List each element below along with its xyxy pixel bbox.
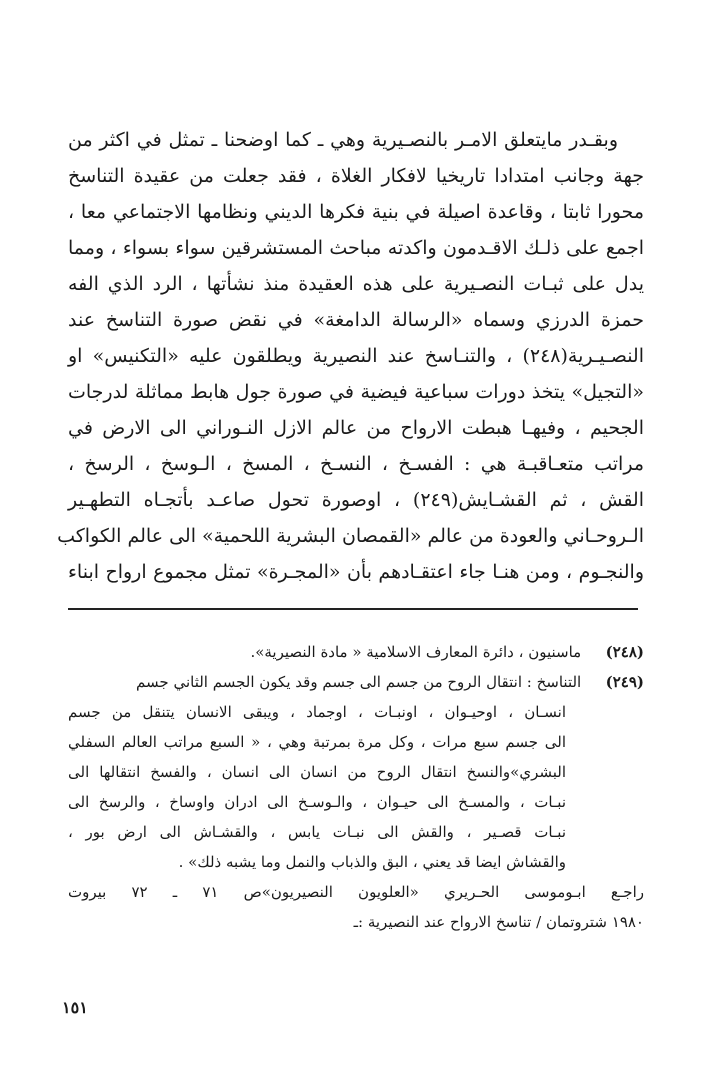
- footnote-text: نبـات قصـير ، والقش الى نبـات يابس ، والقشـاش الى ارض بور ،: [68, 823, 566, 841]
- footnote-text: ماسنيون ، دائرة المعارف الاسلامية « مادة النصيرية».: [250, 643, 582, 661]
- body-line: محورا ثابتا ، وقاعدة اصيلة في بنية فكرها الديني ونظامها الاجتماعي معا ،: [68, 201, 644, 223]
- body-line: الجحيم ، وفيهـا هبطت الارواح من عالم الازل النـوراني الى الارض في: [68, 417, 644, 439]
- reference-line: راجـع ابـوموسى الحـريري «العلويون النصيريون»ص ٧١ ـ ٧٢ بيروت: [68, 883, 644, 901]
- body-line: والنجـوم ، ومن هنـا جاء اعتقـادهم بأن «المجـرة» تمثل مجموع ارواح ابناء: [68, 561, 644, 583]
- footnote-text: البشري»والنسخ انتقال الروح من انسان الى انسان ، والفسخ انتقالها الى: [68, 763, 566, 781]
- body-line: وبقـدر مايتعلق الامـر بالنصـيرية وهي ـ كما اوضحنا ـ تمثل في اكثر من: [68, 129, 618, 151]
- body-line: يدل على ثبـات النصـيرية على هذه العقيدة منذ نشأتها ، الرد الذي الفه: [68, 273, 644, 295]
- body-line: حمزة الدرزي وسماه «الرسالة الدامغة» في نقض صورة التناسخ عند: [68, 309, 644, 331]
- body-line: القش ، ثم القشـايش(٢٤٩) ، اوصورة تحول صاعـد بأتجـاه التطهـير: [68, 489, 645, 511]
- body-line: مراتب متعـاقبـة هي : الفسـخ ، النسـخ ، المسخ ، الـوسخ ، الرسخ ،: [68, 453, 644, 475]
- body-line: اجمع على ذلـك الاقـدمون واكدته مباحث المستشرقين سواء بسواء ، ومما: [68, 237, 644, 259]
- footnote-text: الى جسم سبع مرات ، وكل مرة بمرتبة وهي ، « السبع مراتب العالم السفلي: [68, 733, 566, 751]
- body-line: الـروحـاني والعودة من عالم «القمصان البشرية اللحمية» الى عالم الكواكب: [57, 525, 644, 547]
- body-line: جهة وجانب امتدادا تاريخيا لافكار الغلاة ، فقد جعلت من عقيدة التناسخ: [68, 165, 644, 187]
- footnote-249: [68, 667, 644, 697]
- footnote-text: نبـات ، والمسـخ الى حيـوان ، والـوسـخ الى ادران واوساخ ، والرسخ الى: [68, 793, 566, 811]
- page-number: ١٥١: [62, 998, 88, 1017]
- main-body-text: [57, 122, 645, 590]
- footnote-number: (٢٤٨): [605, 643, 644, 661]
- footnotes-section: [68, 637, 644, 937]
- footnote-divider: [68, 608, 638, 610]
- body-line: «التجيل» يتخذ دورات سباعية فيضية في صورة جول هابط مماثلة لدرجات: [68, 381, 644, 403]
- footnote-number: (٢٤٩): [605, 673, 644, 691]
- body-line: النصـيـرية(٢٤٨) ، والتنـاسخ عند النصيرية ويطلقون عليه «التكنيس» او: [68, 345, 644, 367]
- footnote-248: [68, 637, 644, 667]
- footnote-text: التناسخ : انتقال الروح من جسم الى جسم وقد يكون الجسم الثاني جسم: [136, 673, 582, 691]
- footnote-text: والقشاش ايضا قد يعني ، البق والذباب والنمل وما يشبه ذلك» .: [178, 853, 566, 871]
- reference-line: ١٩٨٠ شتروتمان / تناسخ الارواح عند النصيرية :ـ: [353, 913, 644, 931]
- footnote-text: انسـان ، اوحيـوان ، اونبـات ، اوجماد ، ويبقى الانسان يتنقل من جسم: [68, 703, 566, 721]
